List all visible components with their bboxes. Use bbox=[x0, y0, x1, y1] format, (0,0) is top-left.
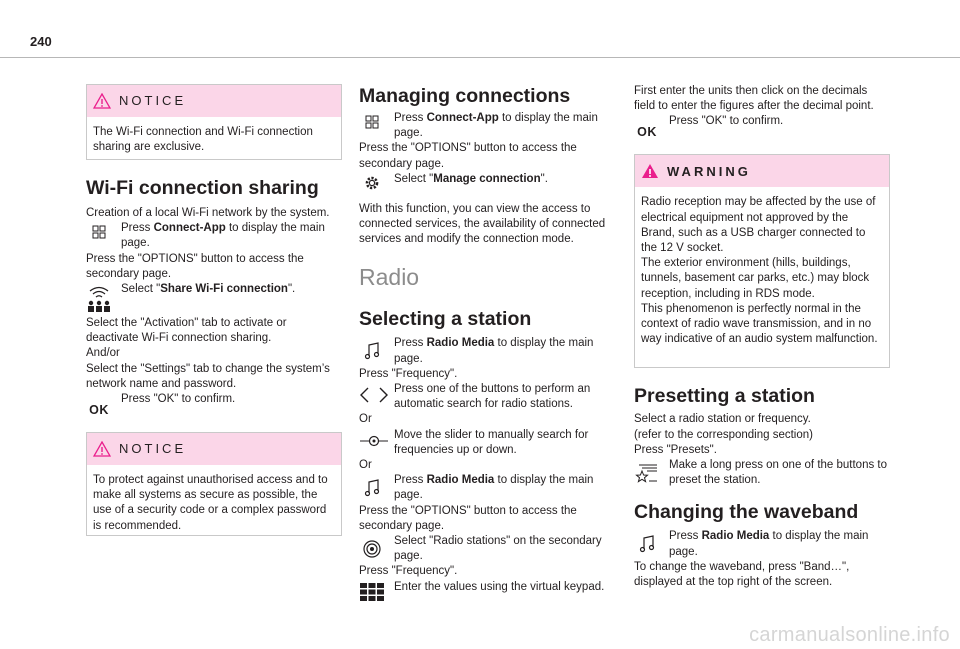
wifi-step-3 bbox=[86, 282, 342, 316]
notice-header bbox=[87, 85, 341, 117]
warning-triangle-icon bbox=[93, 441, 111, 457]
notice-text: To protect against unauthorised access and to make all systems as secure as possible, the use of a security code or a complex password is recommended. bbox=[93, 474, 328, 532]
step-text: Make a long press on one of the buttons to preset the station. bbox=[669, 459, 888, 487]
wifi-sharing-heading: Wi-Fi connection sharing bbox=[86, 177, 319, 199]
connect-app-icon bbox=[365, 115, 379, 129]
notice-text: The Wi-Fi connection and Wi-Fi connection sharing are exclusive. bbox=[93, 126, 313, 154]
connect-app-icon bbox=[92, 225, 106, 239]
warning-triangle-icon bbox=[641, 163, 659, 179]
column-2 bbox=[359, 84, 615, 604]
sel-step-6: Press the "OPTIONS" button to access the secondary page. bbox=[359, 504, 577, 532]
managing-connections-heading: Managing connections bbox=[359, 85, 571, 107]
step-text: to display the main page. bbox=[394, 112, 598, 140]
step-text: Press bbox=[394, 337, 427, 350]
sel-step-1 bbox=[359, 336, 615, 366]
step-text: Select " bbox=[394, 172, 434, 185]
manage-step-1 bbox=[359, 111, 615, 141]
radio-stations-icon bbox=[362, 539, 382, 559]
warning-paragraph: This phenomenon is perfectly normal in the context of radio wave transmission, and in no way indicative of an audio system malfunction. bbox=[641, 302, 878, 346]
wifi-step-6 bbox=[86, 392, 342, 418]
sel-step-5 bbox=[359, 473, 615, 503]
sel-step-9 bbox=[359, 580, 615, 604]
connect-app-label: Connect-App bbox=[426, 112, 499, 124]
step-text: Press one of the buttons to perform an automatic search for radio stations. bbox=[394, 383, 591, 411]
wifi-intro: Creation of a local Wi-Fi network by the system. bbox=[86, 207, 330, 219]
units-text: First enter the units then click on the decimals field to enter the figures after the decimal point. bbox=[634, 85, 874, 113]
radio-media-label: Radio Media bbox=[426, 337, 495, 350]
page-number: 240 bbox=[30, 34, 52, 49]
music-note-icon bbox=[364, 479, 380, 497]
preset-line-1: Select a radio station or frequency. bbox=[634, 413, 811, 426]
sel-step-8: Press "Frequency". bbox=[359, 565, 458, 578]
manage-step-3 bbox=[359, 172, 615, 194]
share-wifi-label: Share Wi-Fi connection bbox=[160, 283, 288, 296]
ok-icon: OK bbox=[637, 125, 657, 140]
warning-triangle-icon bbox=[93, 93, 111, 109]
manage-step-2: Press the "OPTIONS" button to access the secondary page. bbox=[359, 142, 577, 170]
column-1 bbox=[86, 84, 342, 536]
notice-title: NOTICE bbox=[119, 441, 187, 457]
presetting-station-heading: Presetting a station bbox=[634, 385, 815, 408]
sel-step-7 bbox=[359, 534, 615, 564]
chevrons-icon bbox=[359, 386, 389, 404]
confirm-step bbox=[634, 114, 890, 140]
sel-step-3 bbox=[359, 382, 615, 412]
warning-box bbox=[634, 154, 890, 368]
step-text: to display the main page. bbox=[394, 337, 594, 365]
wifi-share-icon bbox=[87, 284, 111, 314]
step-text: Move the slider to manually search for frequencies up or down. bbox=[394, 428, 589, 456]
step-text: to display the main page. bbox=[121, 222, 325, 250]
wifi-step-2: Press the "OPTIONS" button to access the secondary page. bbox=[86, 252, 304, 280]
slider-icon bbox=[359, 432, 389, 450]
preset-step bbox=[634, 458, 890, 488]
step-text: to display the main page. bbox=[669, 530, 869, 558]
step-text: Press bbox=[394, 474, 427, 487]
selecting-station-heading: Selecting a station bbox=[359, 308, 532, 331]
notice-title: NOTICE bbox=[119, 93, 187, 109]
music-note-icon bbox=[364, 342, 380, 360]
changing-waveband-heading: Changing the waveband bbox=[634, 501, 859, 524]
radio-media-label: Radio Media bbox=[426, 474, 495, 487]
gear-icon bbox=[363, 174, 381, 192]
radio-media-label: Radio Media bbox=[701, 530, 770, 543]
header-divider bbox=[0, 57, 960, 58]
notice-box-1 bbox=[86, 84, 342, 160]
step-text: ". bbox=[540, 172, 548, 185]
warning-paragraph: Radio reception may be affected by the use of electrical equipment not approved by the Brand, such as a USB charger connected to the 12 V socket. bbox=[641, 196, 876, 255]
column-3 bbox=[634, 84, 890, 590]
wave-step-1 bbox=[634, 529, 890, 559]
notice-box-2 bbox=[86, 432, 342, 536]
manage-connection-label: Manage connection bbox=[433, 172, 541, 185]
connect-app-label: Connect-App bbox=[153, 222, 226, 235]
watermark: carmanualsonline.info bbox=[749, 623, 950, 646]
preset-line-2: (refer to the corresponding section) bbox=[634, 428, 813, 441]
warning-paragraph: The exterior environment (hills, buildings, tunnels, basement car parks, etc.) may block reception, including in RDS mode. bbox=[641, 257, 870, 300]
wifi-andor: And/or bbox=[86, 347, 120, 360]
or-text: Or bbox=[359, 459, 372, 472]
wifi-step-1 bbox=[86, 221, 342, 251]
step-text: Press "OK" to confirm. bbox=[669, 115, 784, 128]
music-note-icon bbox=[639, 535, 655, 553]
or-text: Or bbox=[359, 413, 372, 426]
preset-star-icon bbox=[635, 462, 659, 484]
step-text: to display the main page. bbox=[394, 474, 594, 502]
step-text: Press "OK" to confirm. bbox=[121, 393, 236, 406]
warning-title: WARNING bbox=[667, 163, 751, 179]
preset-line-3: Press "Presets". bbox=[634, 443, 717, 456]
sel-step-4 bbox=[359, 428, 615, 458]
sel-step-2: Press "Frequency". bbox=[359, 367, 458, 380]
manage-text: With this function, you can view the access to connected services, the availability of connected services and modify the connection mode. bbox=[359, 202, 606, 246]
wifi-step-5: Select the "Settings" tab to change the system’s network name and password. bbox=[86, 362, 330, 390]
step-text: Press bbox=[669, 530, 702, 543]
step-text: Select " bbox=[121, 283, 161, 296]
step-text: ". bbox=[287, 283, 296, 296]
step-text: Press bbox=[394, 112, 427, 124]
warning-header bbox=[635, 155, 889, 187]
keypad-icon bbox=[360, 582, 384, 602]
step-text: Enter the values using the virtual keypad. bbox=[394, 580, 605, 593]
notice-header bbox=[87, 433, 341, 465]
ok-icon: OK bbox=[89, 402, 109, 417]
wifi-step-4: Select the "Activation" tab to activate or deactivate Wi-Fi connection sharing. bbox=[86, 317, 287, 345]
step-text: Press bbox=[121, 222, 154, 235]
radio-heading: Radio bbox=[359, 264, 420, 291]
wave-text: To change the waveband, press "Band…", displayed at the top right of the screen. bbox=[634, 560, 850, 589]
step-text: Select "Radio stations" on the secondary page. bbox=[394, 535, 602, 563]
